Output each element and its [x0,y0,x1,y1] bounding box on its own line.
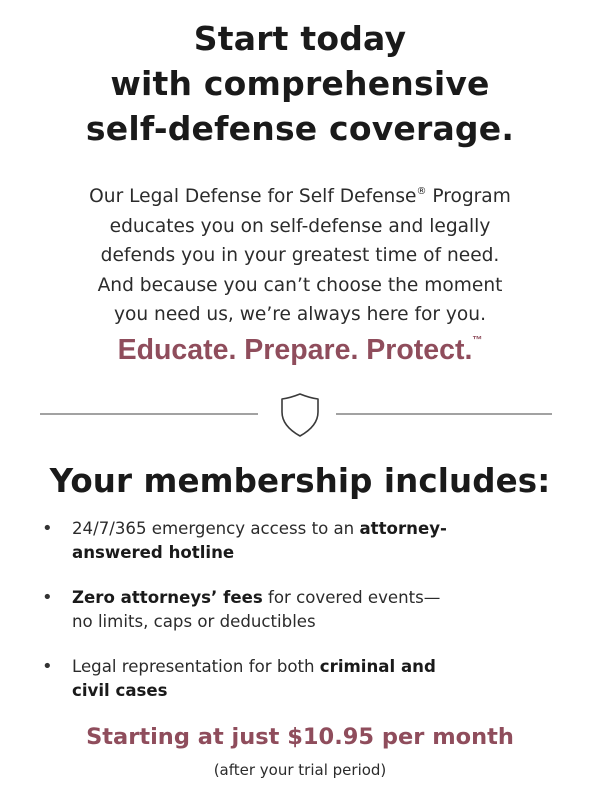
benefit-item: • 24/7/365 emergency access to an attorney- answered hotline [30,517,570,564]
price-note: (after your trial period) [213,761,387,779]
shield-divider [40,386,560,442]
intro-line-4: And because you can’t choose the moment [97,274,503,296]
benefit-item: • Zero attorneys’ fees for covered events— no limits, caps or deductibles [30,586,570,633]
headline-line-1: Start today [193,19,407,58]
price-text: Starting at just $10.95 per month [86,724,514,750]
tagline: Educate. Prepare. Protect.™ [117,334,483,366]
intro-line-5: you need us, we’re always here for you. [113,304,486,325]
shield-icon [282,394,318,436]
intro-paragraph [0,177,600,330]
trademark-mark: ™ [472,335,483,346]
intro-line-2: educates you on self-defense and legally [109,215,491,237]
benefits-list [30,517,570,724]
registered-mark: ® [416,186,427,197]
headline-line-2: with comprehensive [110,64,490,103]
intro-line-3: defends you in your greatest time of need. [100,245,500,266]
headline [0,16,600,151]
benefit-item: • Legal representation for both criminal and civil cases [30,655,570,702]
intro-line-1: Our Legal Defense for Self Defense® Program [89,186,511,207]
headline-line-3: self-defense coverage. [85,109,515,148]
membership-heading: Your membership includes: [49,462,551,500]
